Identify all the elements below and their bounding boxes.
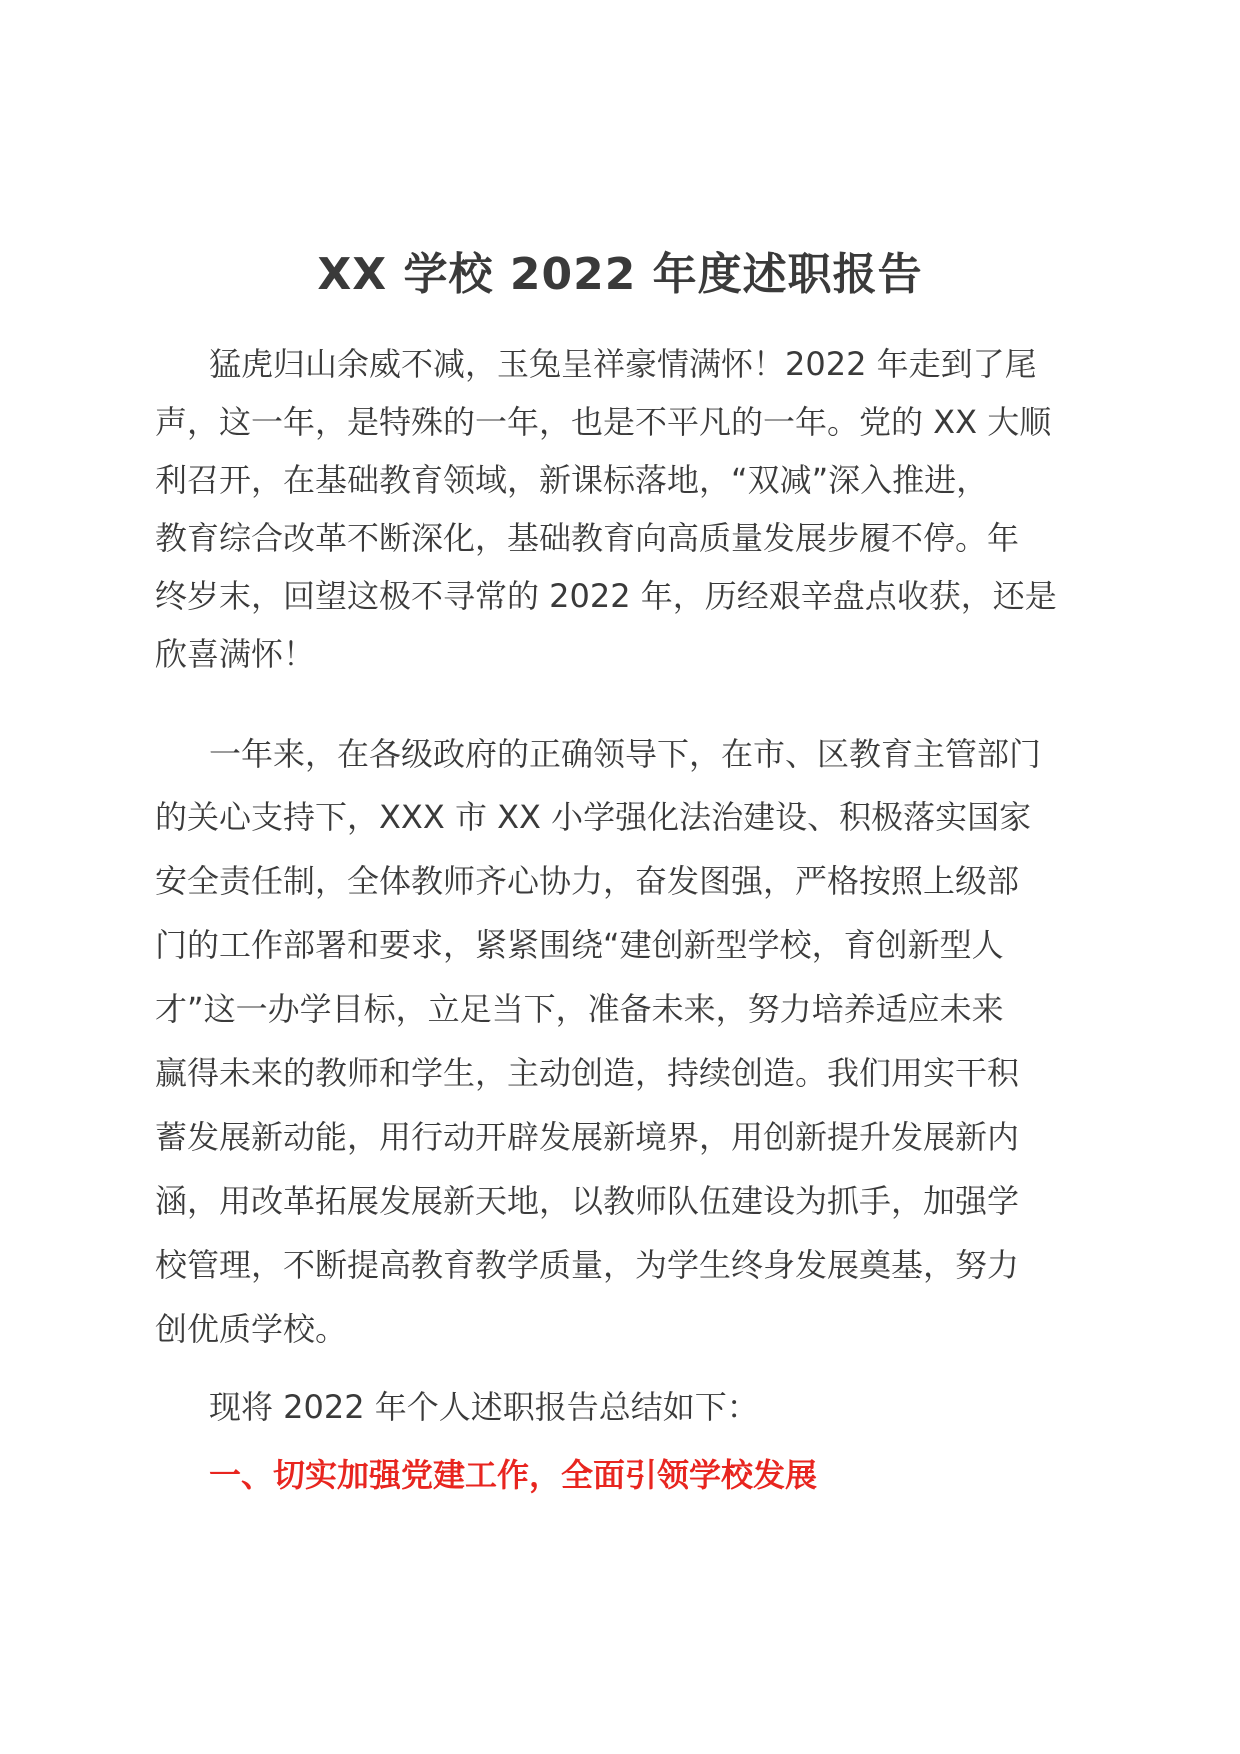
paragraph-2-line-5: 才”这一办学目标，立足当下，准备未来，努力培养适应未来 bbox=[155, 990, 1004, 1028]
paragraph-1-line-4: 教育综合改革不断深化，基础教育向高质量发展步履不停。年 bbox=[155, 519, 1020, 557]
document-title: XX 学校 2022 年度述职报告 bbox=[317, 249, 923, 300]
paragraph-2-line-10: 创优质学校。 bbox=[155, 1310, 348, 1348]
paragraph-2-line-4: 门的工作部署和要求，紧紧围绕“建创新型学校，育创新型人 bbox=[155, 926, 1004, 964]
paragraph-1-line-2: 声，这一年，是特殊的一年，也是不平凡的一年。党的 XX 大顺 bbox=[155, 403, 1052, 441]
paragraph-1-line-1: 猛虎归山余威不减，玉兔呈祥豪情满怀！2022 年走到了尾 bbox=[209, 345, 1037, 383]
paragraph-2-line-3: 安全责任制，全体教师齐心协力，奋发图强，严格按照上级部 bbox=[155, 862, 1020, 900]
paragraph-2-line-9: 校管理，不断提高教育教学质量，为学生终身发展奠基，努力 bbox=[155, 1246, 1020, 1284]
paragraph-2-line-8: 涵，用改革拓展发展新天地，以教师队伍建设为抓手，加强学 bbox=[155, 1182, 1020, 1220]
section-heading: 一、切实加强党建工作，全面引领学校发展 bbox=[209, 1456, 818, 1494]
paragraph-2-line-7: 蓄发展新动能，用行动开辟发展新境界，用创新提升发展新内 bbox=[155, 1118, 1020, 1156]
paragraph-2-line-6: 赢得未来的教师和学生，主动创造，持续创造。我们用实干积 bbox=[155, 1054, 1020, 1092]
paragraph-1-line-5: 终岁末，回望这极不寻常的 2022 年，历经艰辛盘点收获，还是 bbox=[155, 577, 1057, 615]
paragraph-2-line-2: 的关心支持下，XXX 市 XX 小学强化法治建设、积极落实国家 bbox=[155, 798, 1032, 836]
paragraph-2-line-1: 一年来，在各级政府的正确领导下，在市、区教育主管部门 bbox=[209, 735, 1042, 773]
paragraph-1-line-6: 欣喜满怀！ bbox=[155, 635, 316, 673]
paragraph-3-line-1: 现将 2022 年个人述职报告总结如下： bbox=[209, 1388, 759, 1426]
paragraph-1-line-3: 利召开，在基础教育领域，新课标落地，“双减”深入推进， bbox=[155, 461, 989, 499]
